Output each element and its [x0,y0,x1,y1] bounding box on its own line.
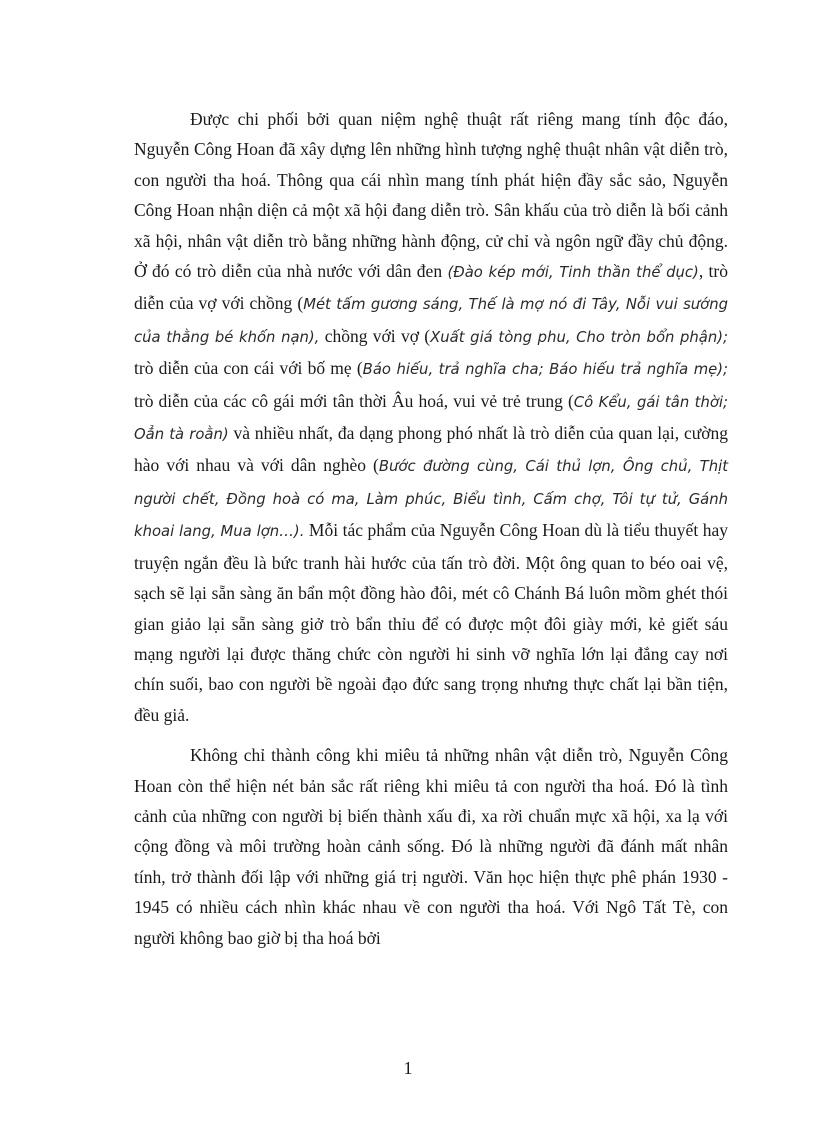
paragraph-2 [134,740,728,953]
italic-segment: Cô Kểu, gái tân thời; Oẳn tà roằn) [134,393,728,444]
italic-segment: Báo hiếu, trả nghĩa cha; Báo hiếu trả nghĩa mẹ); [362,361,728,379]
italic-segment: Xuất giá tòng phu, Cho tròn bổn phận); [430,328,729,346]
text-segment: Không chỉ thành công khi miêu tả những nhân vật diễn trò, Nguyễn Công Hoan còn thể hiện nét bản sắc rất riêng khi miêu tả con người tha hoá. Đó là tình cảnh của những con người bị biến thành xấu đi, xa rời chuẩn mực xã hội, xa lạ với cộng đồng và môi trường hoàn cảnh sống. Đó là những người đã đánh mất nhân tính, trở thành đối lập với những giá trị người. Văn học hiện thực phê phán 1930 - 1945 có nhiều cách nhìn khác nhau về con người tha hoá. Với Ngô Tất Tè, con người không bao giờ bị tha hoá bởi [134,745,728,948]
text-segment: trò diễn của con cái với bố mẹ ( [134,358,363,379]
text-segment: chồng với vợ ( [319,325,431,346]
text-segment: và nhiều nhất, đa dạng phong phó nhất là trò diễn của quan lại, cường hào với nhau và với dân nghèo ( [134,423,728,476]
italic-segment: Mét tấm gương sáng, Thế là mợ nó đi Tây, Nỗi vui sướng của thằng bé khốn nạn), [134,296,728,346]
body-text [134,104,728,963]
text-segment: Được chi phối bởi quan niệm nghệ thuật rất riêng mang tính độc đáo, Nguyễn Công Hoan đã xây dựng lên những hình tượng nghệ thuật nhân vật diễn trò, con người tha hoá. Thông qua cái nhìn mang tính phát hiện đầy sắc sảo, Nguyễn Công Hoan nhận diện cả một xã hội đang diễn trò. Sân khấu của trò diễn là bối cảnh xã hội, nhân vật diễn trò bằng những hành động, cử chỉ và ngôn ngữ đầy chủ động. Ở đó có trò diễn của nhà nước với dân đen [134,109,728,282]
paragraph-1 [134,104,728,730]
page-number: 1 [403,1058,413,1078]
text-segment: , trò diễn của vợ với chồng ( [134,261,728,314]
text-segment: Mỗi tác phẩm của Nguyễn Công Hoan dù là tiểu thuyết hay truyện ngắn đều là bức tranh hài hước của tấn trò đời. Một ông quan to béo oai vệ, sạch sẽ lại sẵn sàng ăn bẩn một đồng hào đôi, mét cô Chánh Bá luôn mồm ghét thói gian giảo lại sẵn sàng giở trò bẩn thỉu để có được một đôi giày mới, kẻ giết sáu mạng người lại được thăng chức còn người hi sinh vỡ nghĩa lớn lại đắng cay nơi chín suối, bao con người bề ngoài đạo đức sang trọng nhưng thực chất lại bần tiện, đều giả. [134,520,728,725]
italic-segment: (Đào kép mới, Tinh thần thể dục) [447,264,699,282]
text-segment: trò diễn của các cô gái mới tân thời Âu hoá, vui vẻ trẻ trung ( [134,390,574,411]
italic-segment: Bước đường cùng, Cái thủ lợn, Ông chủ, Thịt người chết, Đồng hoà có ma, Làm phúc, Biểu tình, Cấm chợ, Tôi tự tử, Gánh khoai lang, Mua lợn…). [134,458,728,541]
